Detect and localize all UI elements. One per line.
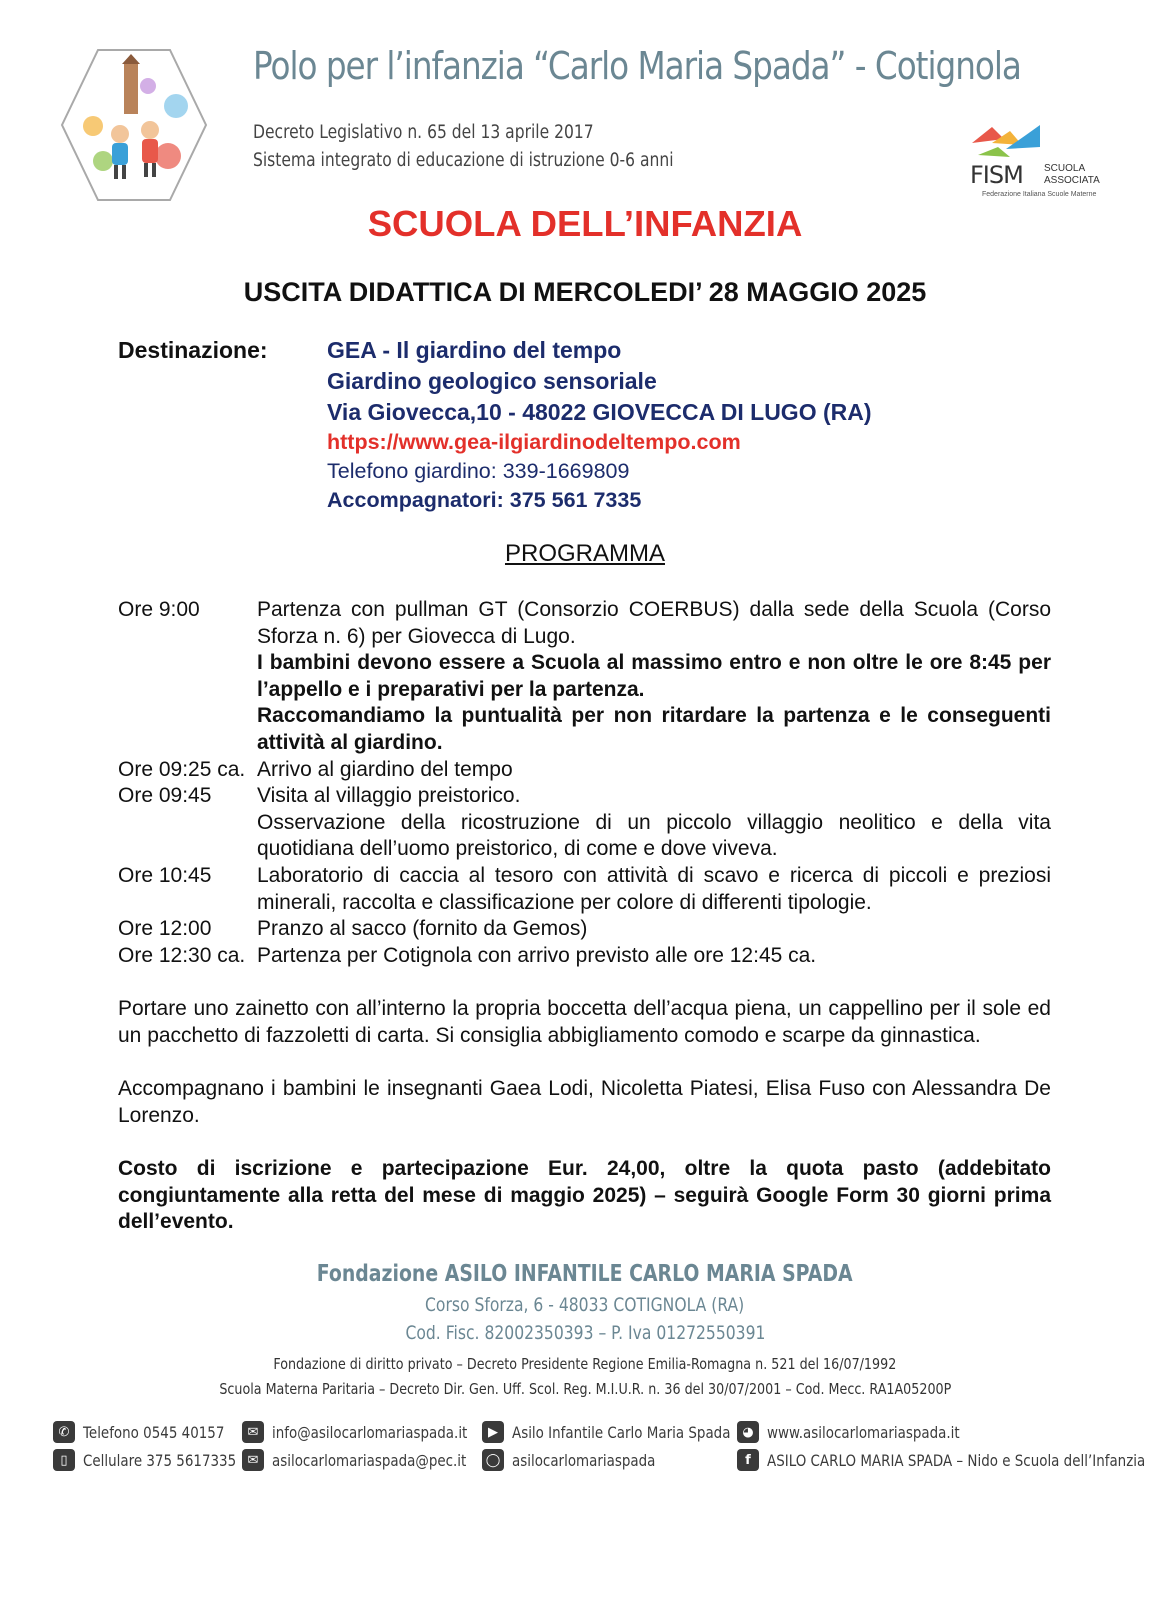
fiscal-codes: Cod. Fisc. 82002350393 – P. Iva 01272550391 (405, 1322, 765, 1344)
facebook-icon: f (737, 1449, 759, 1471)
foundation-address: Corso Sforza, 6 - 48033 COTIGNOLA (RA) (425, 1294, 745, 1316)
program-item (257, 597, 1051, 756)
program-desc: Partenza per Cotignola con arrivo previsto alle ore 12:45 ca. (257, 944, 817, 967)
fism-associata: ASSOCIATA (1044, 175, 1100, 186)
fism-subtitle: Federazione Italiana Scuole Materne (982, 191, 1097, 198)
program-desc: Osservazione della ricostruzione di un piccolo villaggio neolitico e della vita quotidiana dell’uomo preistorico, di come e dove viveva. (257, 810, 1051, 860)
mobile-icon: ▯ (53, 1449, 75, 1471)
contact-mobile[interactable]: ▯ Cellulare 375 5617335 (53, 1449, 265, 1471)
contact-email[interactable]: ✉ info@asilocarlomariaspada.it (242, 1421, 505, 1443)
program-desc: Partenza con pullman GT (Consorzio COERBUS) dalla sede della Scuola (Corso Sforza n. 6) per Giovecca di Lugo. (257, 598, 1051, 648)
contact-facebook[interactable]: f ASILO CARLO MARIA SPADA – Nido e Scuola dell’Infanzia (737, 1449, 1170, 1471)
instagram-icon: ◯ (482, 1449, 504, 1471)
program-warning: Raccomandiamo la puntualità per non ritardare la partenza e le conseguenti attività al giardino. (257, 704, 1051, 754)
program-time: Ore 10:45 (118, 864, 212, 887)
destination-url-link[interactable]: https://www.gea-ilgiardinodeltempo.com (327, 430, 741, 454)
bring-note: Portare uno zainetto con all’interno la propria boccetta dell’acqua piena, un cappellino per il sole ed un pacchetto di fazzoletti di carta. Si consiglia abbigliamento comodo e scarpe da ginnastica. (118, 997, 1051, 1047)
program-time: Ore 12:00 (118, 917, 212, 940)
program-desc: Visita al villaggio preistorico. (257, 784, 521, 807)
program-warning: I bambini devono essere a Scuola al massimo entro e non oltre le ore 8:45 per l’appello e i preparativi per la partenza. (257, 651, 1051, 701)
fism-logo (970, 125, 1105, 205)
destination-name: GEA - Il giardino del tempo (327, 337, 622, 363)
system-line: Sistema integrato di educazione di istruzione 0-6 anni (253, 150, 674, 171)
youtube-icon: ▶ (482, 1421, 504, 1443)
fism-abbr: FISM (970, 161, 1023, 189)
contact-pec[interactable]: ✉ asilocarlomariaspada@pec.it (242, 1449, 503, 1471)
program-item (257, 783, 1051, 863)
email-icon: ✉ (242, 1449, 264, 1471)
globe-icon: ◕ (737, 1421, 759, 1443)
program-time: Ore 09:45 (118, 784, 212, 807)
foundation-name: Fondazione ASILO INFANTILE CARLO MARIA SPADA (317, 1261, 853, 1287)
school-logo (58, 46, 208, 204)
escorts-phone: Accompagnatori: 375 561 7335 (327, 488, 642, 512)
destination-phone: Telefono giardino: 339-1669809 (327, 459, 630, 483)
program-desc: Laboratorio di caccia al tesoro con attività di scavo e ricerca di piccoli e preziosi minerali, raccolta e classificazione per colore di differenti tipologie. (257, 864, 1051, 914)
contact-phone[interactable]: ✆ Telefono 0545 40157 (53, 1421, 251, 1443)
destination-subtitle: Giardino geologico sensoriale (327, 368, 657, 394)
program-title: PROGRAMMA (504, 540, 665, 567)
decree-line: Decreto Legislativo n. 65 del 13 aprile 2017 (253, 122, 594, 143)
contact-instagram[interactable]: ◯ asilocarlomariaspada (482, 1449, 683, 1471)
program-desc: Arrivo al giardino del tempo (257, 758, 513, 781)
destination-label: Destinazione: (118, 337, 268, 363)
program-time: Ore 12:30 ca. (118, 944, 246, 967)
contact-website[interactable]: ◕ www.asilocarlomariaspada.it (737, 1421, 996, 1443)
event-title: USCITA DIDATTICA DI MERCOLEDI’ 28 MAGGIO 2025 (243, 277, 927, 307)
legal-line-2: Scuola Materna Paritaria – Decreto Dir. Gen. Uff. Scol. Reg. M.I.U.R. n. 36 del 30/07/2001 – Cod. Mecc. RA1A05200P (219, 1380, 951, 1398)
email-icon: ✉ (242, 1421, 264, 1443)
institution-title: Polo per l’infanzia “Carlo Maria Spada” - Cotignola (253, 44, 1021, 88)
program-desc: Pranzo al sacco (fornito da Gemos) (257, 917, 588, 940)
program-time: Ore 09:25 ca. (118, 758, 246, 781)
phone-icon: ✆ (53, 1421, 75, 1443)
teachers-note: Accompagnano i bambini le insegnanti Gaea Lodi, Nicoletta Piatesi, Elisa Fuso con Alessandra De Lorenzo. (118, 1077, 1051, 1127)
destination-address: Via Giovecca,10 - 48022 GIOVECCA DI LUGO (RA) (327, 399, 872, 425)
program-time: Ore 9:00 (118, 598, 200, 621)
legal-line-1: Fondazione di diritto privato – Decreto Presidente Regione Emilia-Romagna n. 521 del 16/07/1992 (273, 1355, 897, 1373)
school-title: SCUOLA DELL’INFANZIA (367, 203, 803, 244)
cost-note: Costo di iscrizione e partecipazione Eur. 24,00, oltre la quota pasto (addebitato congiuntamente alla retta del mese di maggio 2025) – seguirà Google Form 30 giorni prima dell’evento. (118, 1157, 1051, 1233)
fism-mark-icon (970, 125, 1045, 165)
fism-scuola: SCUOLA (1044, 163, 1086, 174)
contact-youtube[interactable]: ▶ Asilo Infantile Carlo Maria Spada (482, 1421, 772, 1443)
